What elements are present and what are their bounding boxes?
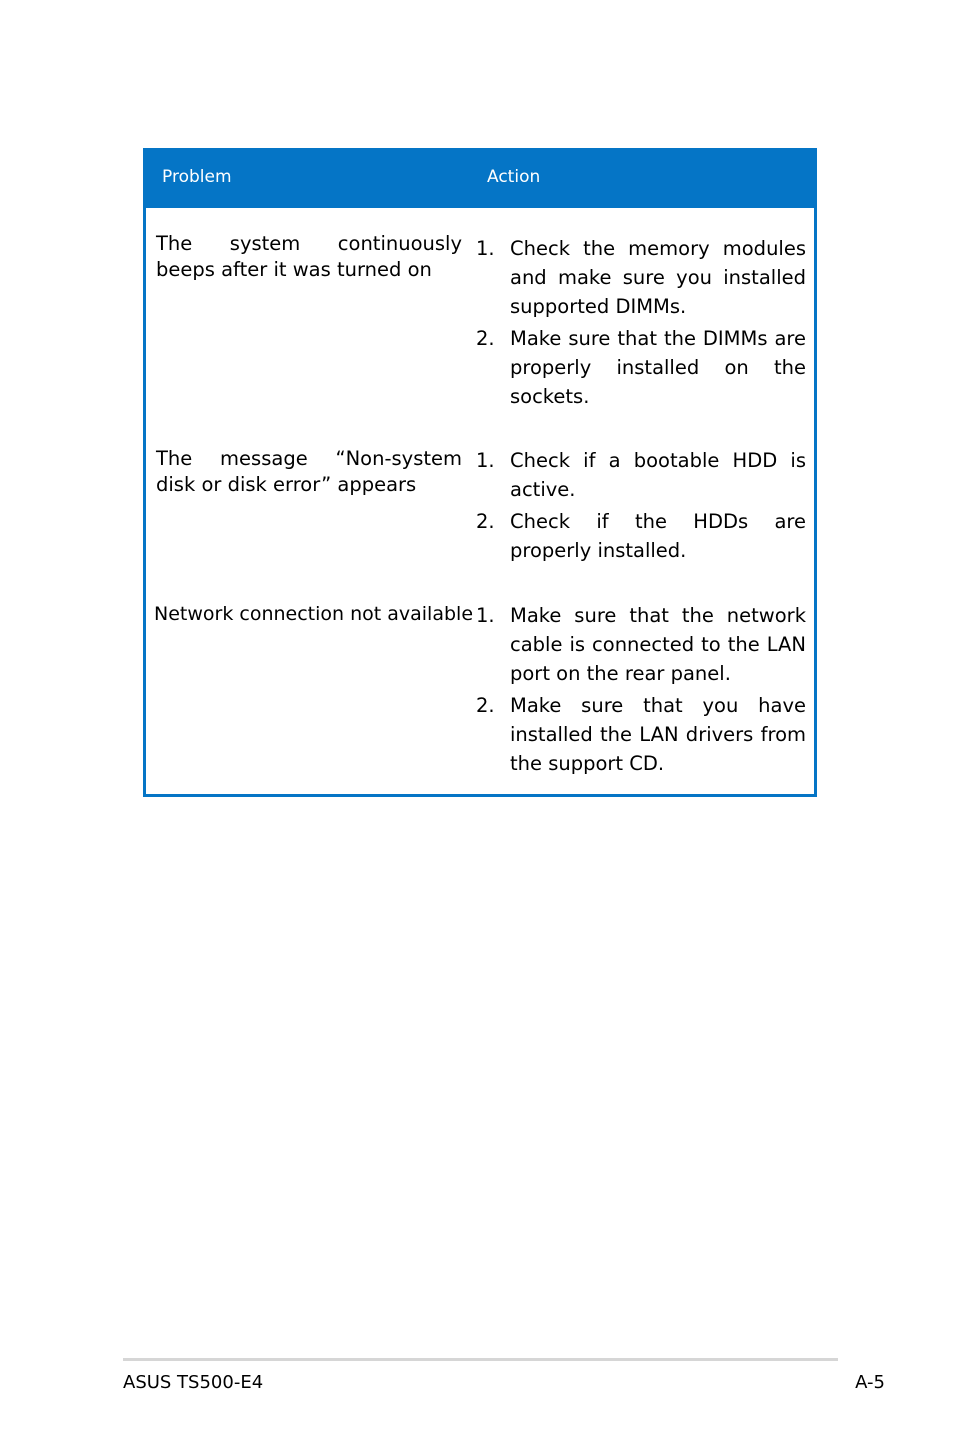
footer-page-number: A-5 <box>855 1372 885 1393</box>
action-text: Check if the HDDs are properly installed. <box>510 510 806 562</box>
footer-divider <box>123 1358 838 1361</box>
action-text: Make sure that the DIMMs are properly installed on the sockets. <box>510 327 806 408</box>
action-item <box>476 234 806 321</box>
action-item <box>476 507 806 565</box>
header-action: Action <box>487 167 541 187</box>
header-problem: Problem <box>162 167 232 187</box>
action-list <box>476 601 806 781</box>
problem-cell: The system continuously beeps after it was turned on <box>156 232 462 281</box>
action-number: 1. <box>476 449 495 472</box>
action-item <box>476 324 806 411</box>
action-number: 2. <box>476 694 495 717</box>
action-number: 1. <box>476 604 495 627</box>
action-list <box>476 234 806 414</box>
action-number: 2. <box>476 510 495 533</box>
action-number: 2. <box>476 327 495 350</box>
problem-cell: The message “Non-system disk or disk error” appears <box>156 447 462 496</box>
table-header <box>146 151 814 208</box>
problem-cell: Network connection not available <box>154 603 474 625</box>
action-number: 1. <box>476 237 495 260</box>
action-item <box>476 691 806 778</box>
action-text: Check the memory modules and make sure you installed supported DIMMs. <box>510 237 806 318</box>
action-text: Make sure that you have installed the LAN drivers from the support CD. <box>510 694 806 775</box>
action-text: Check if a bootable HDD is active. <box>510 449 806 501</box>
troubleshooting-table <box>143 148 817 797</box>
action-text: Make sure that the network cable is connected to the LAN port on the rear panel. <box>510 604 806 685</box>
action-item <box>476 446 806 504</box>
action-item <box>476 601 806 688</box>
footer-product-name: ASUS TS500-E4 <box>123 1372 264 1393</box>
action-list <box>476 446 806 568</box>
